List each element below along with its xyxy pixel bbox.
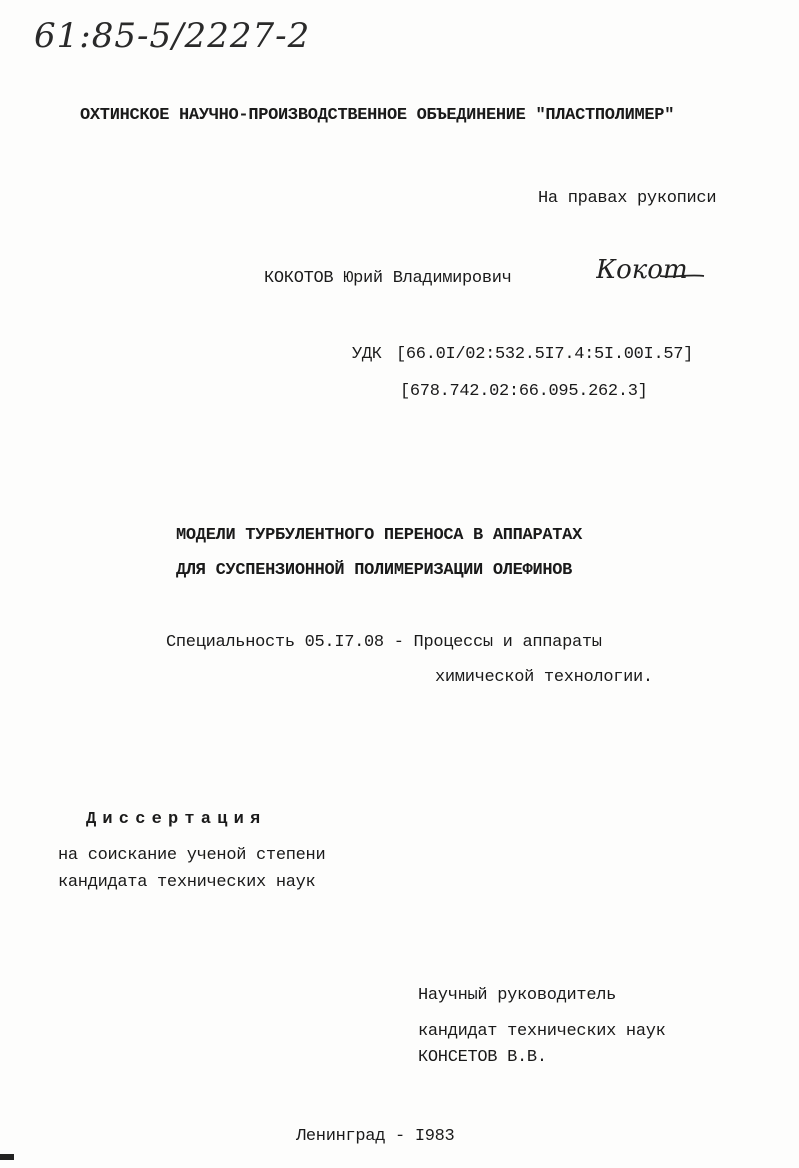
supervisor-name: КОНСЕТОВ В.В. — [418, 1048, 547, 1067]
dissertation-heading: Диссертация — [86, 810, 267, 829]
title-line-1: МОДЕЛИ ТУРБУЛЕНТНОГО ПЕРЕНОСА В АППАРАТАХ — [176, 526, 582, 545]
supervisor-label: Научный руководитель — [418, 986, 617, 1005]
udc-code-2: [678.742.02:66.095.262.3] — [400, 382, 648, 401]
author-signature — [596, 256, 706, 296]
place-year: Ленинград - I983 — [296, 1127, 455, 1146]
signature-text: Кокот — [596, 256, 688, 285]
specialty-line-2: химической технологии. — [435, 668, 653, 687]
supervisor-degree: кандидат технических наук — [418, 1022, 666, 1041]
signature-stroke — [660, 275, 704, 276]
udc-code-1: [66.0I/02:532.5I7.4:5I.00I.57] — [396, 345, 694, 364]
dissertation-line-2: кандидата технических наук — [58, 873, 316, 892]
dissertation-line-1: на соискание ученой степени — [58, 846, 326, 865]
rights-note: На правах рукописи — [538, 189, 717, 208]
archive-code-handwritten: 61:85-5/2227-2 — [34, 16, 311, 56]
organization-header: ОХТИНСКОЕ НАУЧНО-ПРОИЗВОДСТВЕННОЕ ОБЪЕДИНЕНИЕ "ПЛАСТПОЛИМЕР" — [80, 106, 675, 125]
specialty-line-1: Специальность 05.I7.08 - Процессы и аппараты — [166, 633, 602, 652]
title-line-2: ДЛЯ СУСПЕНЗИОННОЙ ПОЛИМЕРИЗАЦИИ ОЛЕФИНОВ — [176, 561, 573, 580]
udc-label: УДК — [352, 345, 382, 364]
author-name: КОКОТОВ Юрий Владимирович — [264, 269, 512, 288]
scan-edge-mark — [0, 1154, 14, 1160]
